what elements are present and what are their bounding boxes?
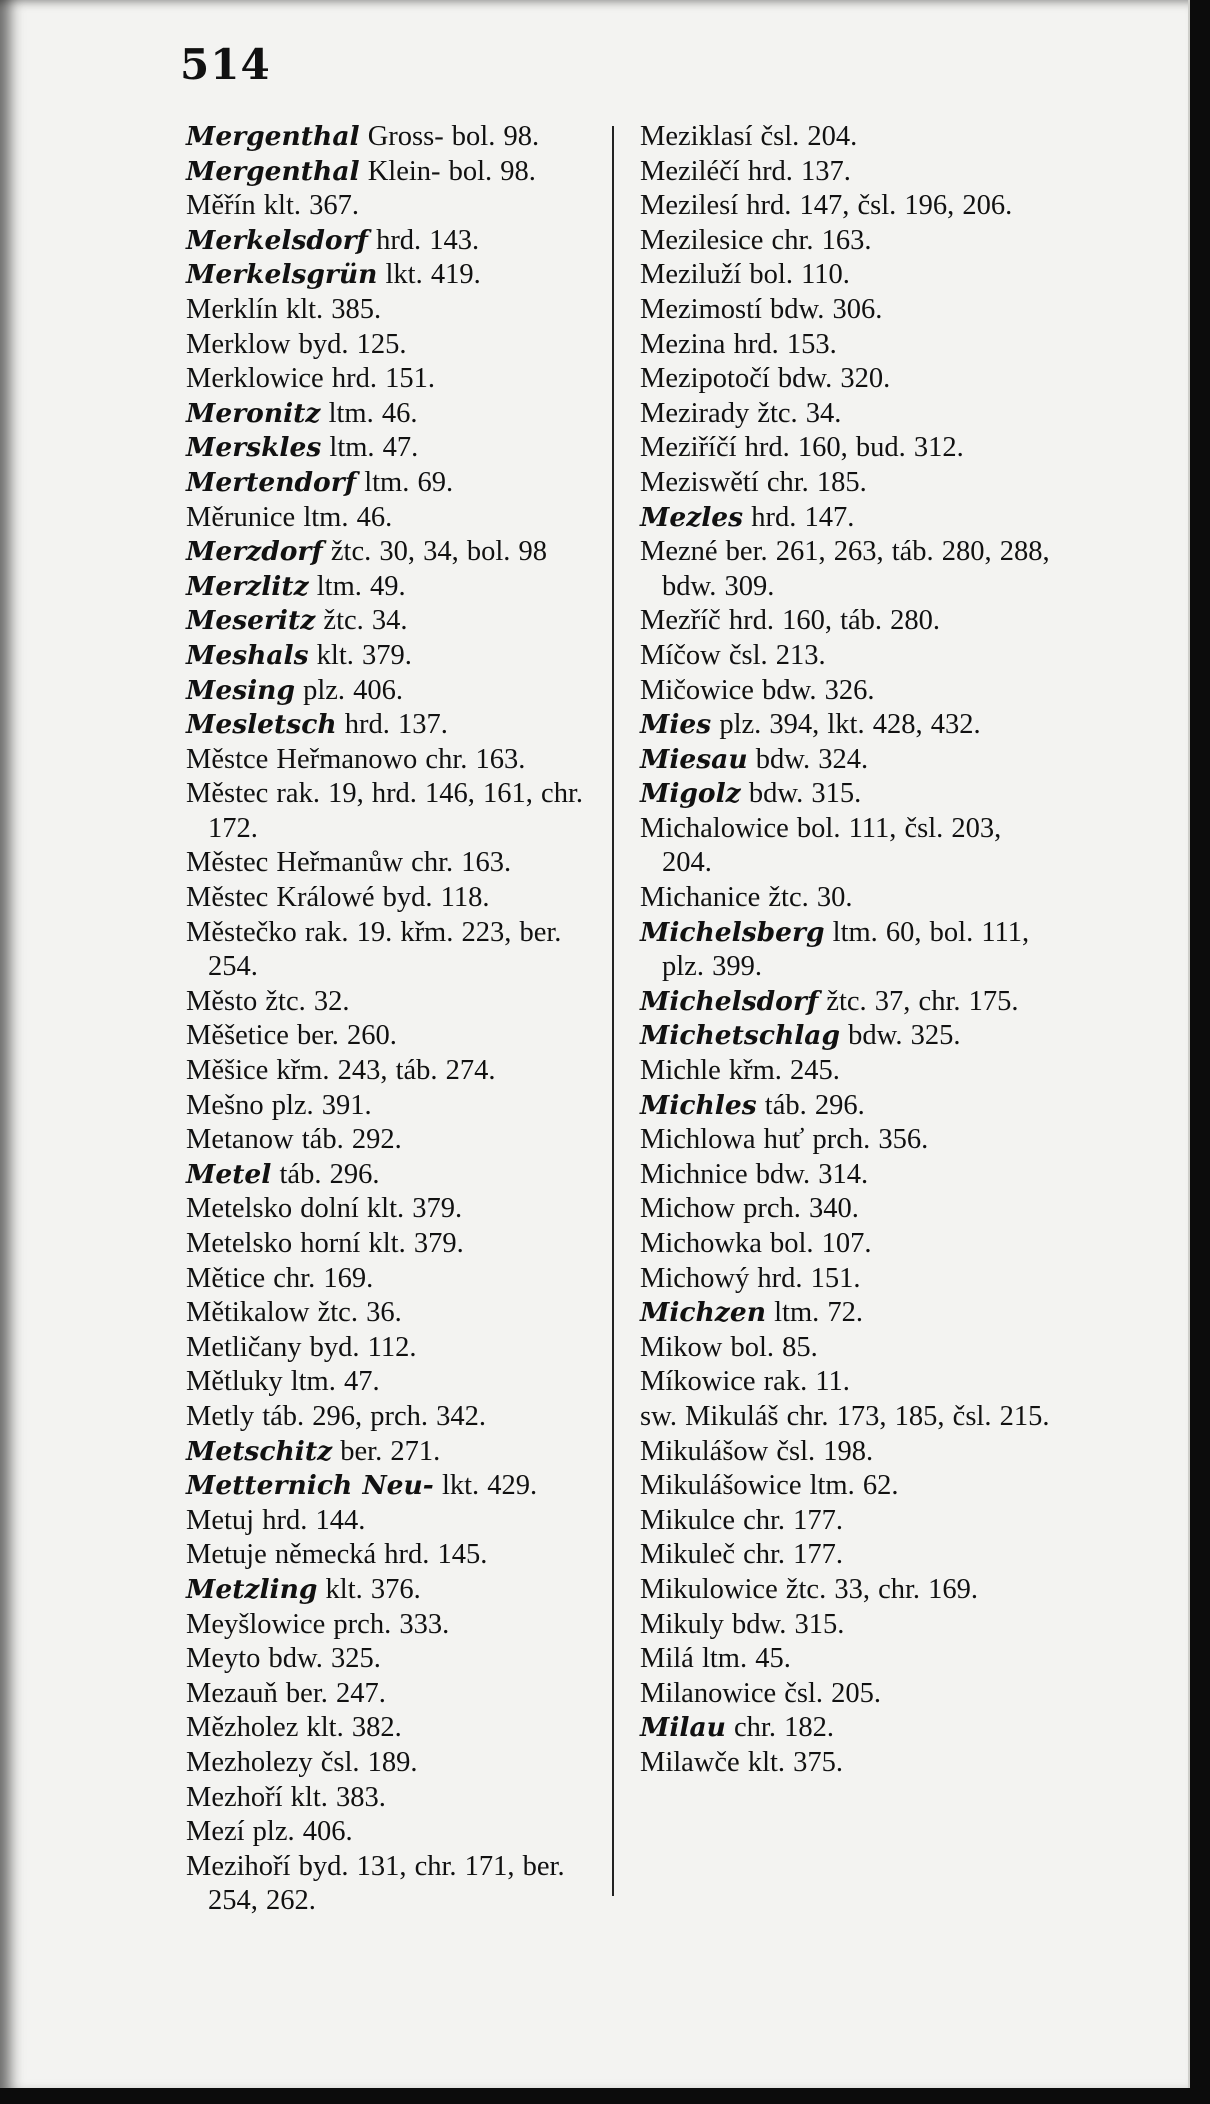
entry-headword: Mesletsch xyxy=(186,709,337,741)
entry-text: Mičowice bdw. 326. xyxy=(640,674,875,706)
entry-text: Meyto bdw. 325. xyxy=(186,1643,381,1675)
entry-text: bdw. 315. xyxy=(740,778,862,810)
entry-text: Mětice chr. 169. xyxy=(186,1262,374,1294)
entry-headword: Miesau xyxy=(640,743,748,775)
index-entry xyxy=(186,120,596,155)
entry-text: Mezhoří klt. 383. xyxy=(186,1781,386,1813)
index-entry xyxy=(186,397,596,432)
index-entry xyxy=(640,1400,1058,1435)
index-entry xyxy=(186,1850,596,1919)
index-entry xyxy=(186,431,596,466)
index-entry xyxy=(640,1192,1058,1227)
index-entry xyxy=(640,1504,1058,1539)
index-entry xyxy=(186,1192,596,1227)
index-entry xyxy=(640,985,1058,1020)
entry-text: Měrunice ltm. 46. xyxy=(186,501,393,533)
index-entry xyxy=(186,1677,596,1712)
entry-text: Metelsko horní klt. 379. xyxy=(186,1228,464,1259)
entry-text: lkt. 429. xyxy=(433,1470,538,1502)
entry-text: Meziříčí hrd. 160, bud. 312. xyxy=(640,432,964,464)
entry-text: Mezimostí bdw. 306. xyxy=(640,293,883,325)
entry-text: Meziluží bol. 110. xyxy=(640,259,850,291)
index-entry xyxy=(186,1711,596,1746)
entry-headword: Merkelsgrün xyxy=(186,259,378,291)
index-entry xyxy=(640,1573,1058,1608)
entry-text: Mikow bol. 85. xyxy=(640,1331,818,1363)
entry-text: Michowka bol. 107. xyxy=(640,1228,872,1259)
entry-text: Merklowice hrd. 151. xyxy=(186,363,435,395)
index-entry xyxy=(186,1469,596,1504)
entry-headword: Meronitz xyxy=(186,397,321,429)
entry-headword: Mezles xyxy=(640,501,744,533)
index-entry xyxy=(186,1815,596,1850)
entry-text: klt. 376. xyxy=(317,1573,421,1605)
index-entry xyxy=(640,155,1058,190)
entry-headword: Meseritz xyxy=(186,605,316,637)
index-entry xyxy=(186,777,596,846)
entry-text: Meziswětí chr. 185. xyxy=(640,466,867,498)
entry-headword: Migolz xyxy=(640,778,741,810)
entry-text: sw. Mikuláš chr. 173, 185, čsl. 215. xyxy=(640,1400,1050,1432)
entry-text: bdw. 325. xyxy=(840,1020,961,1052)
entry-headword: Merzdorf xyxy=(186,536,323,568)
index-entry xyxy=(640,1089,1058,1124)
index-entry xyxy=(640,916,1058,985)
entry-text: lkt. 419. xyxy=(377,259,481,291)
entry-text: Gross- bol. 98. xyxy=(359,121,540,152)
entry-text: žtc. 34. xyxy=(315,605,408,637)
entry-headword: Mertendorf xyxy=(186,466,357,498)
entry-text: Mětluky ltm. 47. xyxy=(186,1366,380,1398)
index-entry xyxy=(640,674,1058,709)
entry-text: Metuj hrd. 144. xyxy=(186,1504,366,1536)
index-entry xyxy=(640,1608,1058,1643)
index-entry xyxy=(640,466,1058,501)
entry-text: táb. 296. xyxy=(271,1158,380,1190)
index-entry xyxy=(186,639,596,674)
entry-headword: Mergenthal xyxy=(186,121,360,152)
entry-headword: Metternich Neu- xyxy=(186,1470,434,1502)
entry-text: Michle křm. 245. xyxy=(640,1055,840,1087)
index-entry xyxy=(186,1019,596,1054)
index-entry xyxy=(186,1538,596,1573)
index-entry xyxy=(186,1158,596,1193)
entry-text: Mezné ber. 261, 263, táb. 280, 288, bdw. 309. xyxy=(640,536,1050,602)
entry-text: ltm. 69. xyxy=(356,466,454,498)
entry-text: Mezilesí hrd. 147, čsl. 196, 206. xyxy=(640,190,1013,222)
entry-headword: Michetschlag xyxy=(640,1020,840,1052)
entry-headword: Metzling xyxy=(186,1573,318,1605)
index-entry xyxy=(640,1469,1058,1504)
index-entry xyxy=(186,466,596,501)
entry-text: Městec rak. 19, hrd. 146, 161, chr. 172. xyxy=(186,778,583,844)
entry-text: ltm. 72. xyxy=(765,1297,863,1329)
index-entry xyxy=(640,743,1058,778)
entry-text: Mezina hrd. 153. xyxy=(640,328,837,360)
index-entry xyxy=(186,985,596,1020)
index-entry xyxy=(186,674,596,709)
entry-text: ltm. 46. xyxy=(320,397,418,429)
entry-text: Mešno plz. 391. xyxy=(186,1089,372,1121)
index-entry xyxy=(640,1642,1058,1677)
entry-text: Mezipotočí bdw. 320. xyxy=(640,363,891,395)
column-divider xyxy=(612,126,614,1896)
entry-headword: Merkelsdorf xyxy=(186,224,368,256)
index-entry xyxy=(640,1019,1058,1054)
index-entry xyxy=(186,258,596,293)
index-entry xyxy=(640,1054,1058,1089)
index-entry xyxy=(186,916,596,985)
entry-text: Městec Králowé byd. 118. xyxy=(186,882,490,914)
index-entry xyxy=(640,881,1058,916)
index-entry xyxy=(186,881,596,916)
index-entry xyxy=(186,1504,596,1539)
index-entry xyxy=(640,1677,1058,1712)
entry-text: Městce Heřmanowo chr. 163. xyxy=(186,743,526,775)
index-entry xyxy=(640,1158,1058,1193)
entry-text: táb. 296. xyxy=(756,1089,865,1121)
entry-headword: Merzlitz xyxy=(186,570,309,602)
entry-text: Míčow čsl. 213. xyxy=(640,639,826,671)
index-entry xyxy=(186,362,596,397)
entry-text: Metanow táb. 292. xyxy=(186,1124,402,1156)
entry-text: Meziléčí hrd. 137. xyxy=(640,155,851,187)
index-entry xyxy=(640,604,1058,639)
entry-text: Mikuleč chr. 177. xyxy=(640,1539,844,1571)
index-column-right xyxy=(640,120,1058,1781)
index-entry xyxy=(186,1781,596,1816)
entry-headword: Merskles xyxy=(186,432,322,464)
index-entry xyxy=(186,293,596,328)
index-entry xyxy=(640,777,1058,812)
entry-text: Milawče klt. 375. xyxy=(640,1746,844,1778)
entry-text: Metelsko dolní klt. 379. xyxy=(186,1193,463,1225)
entry-text: Michnice bdw. 314. xyxy=(640,1158,869,1190)
entry-text: ber. 271. xyxy=(332,1435,441,1467)
index-entry xyxy=(640,1262,1058,1297)
entry-text: Míkowice rak. 11. xyxy=(640,1366,850,1398)
index-entry xyxy=(640,1296,1058,1331)
index-entry xyxy=(186,570,596,605)
entry-text: bdw. 324. xyxy=(747,743,869,775)
entry-headword: Metel xyxy=(186,1158,272,1190)
entry-text: Mezříč hrd. 160, táb. 280. xyxy=(640,605,941,637)
index-entry xyxy=(186,1608,596,1643)
entry-text: Mezí plz. 406. xyxy=(186,1816,353,1848)
index-entry xyxy=(640,362,1058,397)
entry-headword: Mies xyxy=(640,709,712,741)
index-entry xyxy=(640,224,1058,259)
entry-text: Mezauň ber. 247. xyxy=(186,1677,386,1709)
index-entry xyxy=(640,1227,1058,1262)
entry-text: hrd. 143. xyxy=(367,224,480,256)
index-entry xyxy=(186,1573,596,1608)
index-entry xyxy=(640,812,1058,881)
entry-text: Klein- bol. 98. xyxy=(359,155,536,187)
entry-text: Mětikalow žtc. 36. xyxy=(186,1297,402,1329)
entry-text: Městečko rak. 19. křm. 223, ber. 254. xyxy=(186,916,562,983)
entry-text: Michalowice bol. 111, čsl. 203, 204. xyxy=(640,812,1002,879)
entry-text: Metly táb. 296, prch. 342. xyxy=(186,1400,487,1432)
index-entry xyxy=(640,1365,1058,1400)
entry-text: Metličany byd. 112. xyxy=(186,1331,417,1363)
entry-text: Mikulášowice ltm. 62. xyxy=(640,1470,899,1502)
index-entry xyxy=(640,1746,1058,1781)
entry-text: Milanowice čsl. 205. xyxy=(640,1677,882,1709)
entry-text: ltm. 60, bol. 111, plz. 399. xyxy=(662,916,1030,983)
index-entry xyxy=(186,1365,596,1400)
index-entry xyxy=(640,535,1058,604)
index-entry xyxy=(186,189,596,224)
entry-text: Mikulce chr. 177. xyxy=(640,1504,844,1536)
entry-headword: Metschitz xyxy=(186,1435,333,1467)
entry-text: Meziklasí čsl. 204. xyxy=(640,121,858,152)
entry-headword: Milau xyxy=(640,1712,726,1744)
entry-text: žtc. 37, chr. 175. xyxy=(818,985,1019,1017)
index-entry xyxy=(640,1123,1058,1158)
index-entry xyxy=(186,224,596,259)
entry-text: Měřín klt. 367. xyxy=(186,190,359,222)
index-entry xyxy=(640,1538,1058,1573)
entry-headword: Mesing xyxy=(186,674,295,706)
entry-text: Mezirady žtc. 34. xyxy=(640,397,842,429)
index-entry xyxy=(640,1331,1058,1366)
entry-text: Městec Heřmanůw chr. 163. xyxy=(186,847,512,879)
entry-text: plz. 394, lkt. 428, 432. xyxy=(711,709,981,741)
entry-text: klt. 379. xyxy=(308,639,412,671)
index-entry xyxy=(640,258,1058,293)
entry-text: Měšice křm. 243, táb. 274. xyxy=(186,1055,496,1087)
index-entry xyxy=(186,155,596,190)
entry-headword: Michelsberg xyxy=(640,916,825,948)
index-entry xyxy=(640,293,1058,328)
index-entry xyxy=(640,120,1058,155)
index-entry xyxy=(186,604,596,639)
index-entry xyxy=(186,846,596,881)
index-entry xyxy=(640,501,1058,536)
entry-text: žtc. 30, 34, bol. 98 xyxy=(322,536,548,568)
index-entry xyxy=(186,1262,596,1297)
entry-text: Mikulášow čsl. 198. xyxy=(640,1435,874,1467)
index-entry xyxy=(640,639,1058,674)
entry-text: ltm. 47. xyxy=(321,432,419,464)
index-entry xyxy=(186,1400,596,1435)
index-column-left xyxy=(186,120,596,1919)
index-entry xyxy=(186,1227,596,1262)
index-entry xyxy=(186,328,596,363)
index-entry xyxy=(186,1054,596,1089)
entry-text: Měšetice ber. 260. xyxy=(186,1020,397,1052)
index-entry xyxy=(186,1642,596,1677)
index-entry xyxy=(640,431,1058,466)
index-entry xyxy=(186,1123,596,1158)
entry-headword: Michzen xyxy=(640,1297,766,1329)
page-number: 514 xyxy=(180,40,271,89)
entry-headword: Mergenthal xyxy=(186,155,360,187)
entry-text: hrd. 137. xyxy=(336,709,448,741)
index-entry xyxy=(640,1435,1058,1470)
entry-text: chr. 182. xyxy=(725,1712,834,1744)
index-entry xyxy=(640,1711,1058,1746)
entry-text: Mezihoří byd. 131, chr. 171, ber. 254, 262. xyxy=(186,1850,565,1917)
entry-text: Meyšlowice prch. 333. xyxy=(186,1608,450,1640)
entry-text: ltm. 49. xyxy=(308,570,406,602)
entry-text: Mikulowice žtc. 33, chr. 169. xyxy=(640,1573,979,1605)
index-entry xyxy=(186,501,596,536)
entry-text: Mikuly bdw. 315. xyxy=(640,1608,845,1640)
entry-headword: Meshals xyxy=(186,639,309,671)
entry-text: plz. 406. xyxy=(294,674,404,706)
index-entry xyxy=(640,397,1058,432)
index-entry xyxy=(640,189,1058,224)
index-entry xyxy=(640,328,1058,363)
index-entry xyxy=(186,1746,596,1781)
index-entry xyxy=(186,1331,596,1366)
entry-text: Merklow byd. 125. xyxy=(186,328,407,360)
entry-text: hrd. 147. xyxy=(743,501,855,533)
entry-text: Metuje německá hrd. 145. xyxy=(186,1539,488,1571)
entry-text: Merklín klt. 385. xyxy=(186,293,382,325)
entry-text: Michowý hrd. 151. xyxy=(640,1262,861,1294)
index-entry xyxy=(186,1435,596,1470)
entry-text: Mezholezy čsl. 189. xyxy=(186,1746,418,1778)
entry-text: Mězholez klt. 382. xyxy=(186,1712,402,1744)
index-entry xyxy=(186,743,596,778)
entry-text: Mezilesice chr. 163. xyxy=(640,224,872,256)
entry-text: Milá ltm. 45. xyxy=(640,1643,791,1675)
entry-text: Michlowa huť prch. 356. xyxy=(640,1124,929,1156)
index-entry xyxy=(186,1089,596,1124)
entry-headword: Michelsdorf xyxy=(640,985,819,1017)
entry-headword: Michles xyxy=(640,1089,757,1121)
index-entry xyxy=(186,708,596,743)
entry-text: Michanice žtc. 30. xyxy=(640,882,853,914)
index-entry xyxy=(640,708,1058,743)
index-entry xyxy=(186,535,596,570)
entry-text: Město žtc. 32. xyxy=(186,985,350,1017)
entry-text: Michow prch. 340. xyxy=(640,1193,859,1225)
index-entry xyxy=(186,1296,596,1331)
